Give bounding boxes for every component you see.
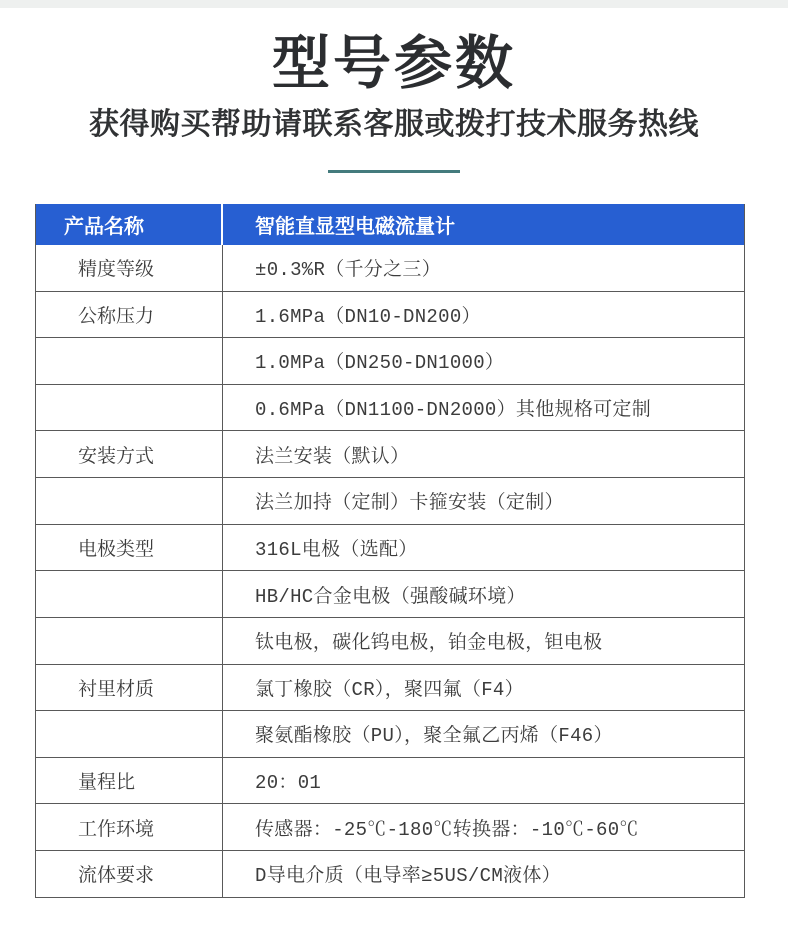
row-value: 法兰加持（定制）卡箍安装（定制） [255,492,564,515]
row-value: 1.6MPa（DN10-DN200） [255,305,481,328]
row-label [36,478,223,524]
row-label [36,711,223,757]
table-header-row [36,204,744,245]
row-label: 精度等级 [36,245,223,291]
table-row [36,338,744,385]
table-row [36,478,744,525]
top-strip [0,0,788,8]
row-value: D导电介质（电导率≥5US/CM液体） [255,865,561,888]
row-value: 聚氨酯橡胶（PU），聚全氟乙丙烯（F46） [255,725,613,748]
page-title: 型号参数 [271,31,516,96]
row-label: 公称压力 [36,292,223,338]
table-row [36,571,744,618]
row-value: 20：01 [255,772,322,795]
row-value: 传感器：-25℃-180℃转换器：-10℃-60℃ [255,818,639,841]
spec-table [35,204,745,898]
row-value: HB/HC合金电极（强酸碱环境） [255,585,526,608]
accent-divider [328,170,460,173]
row-label: 流体要求 [36,851,223,897]
table-row [36,525,744,572]
table-row [36,758,744,805]
row-label: 电极类型 [36,525,223,571]
table-row [36,618,744,665]
table-row [36,385,744,432]
page-subtitle: 获得购买帮助请联系客服或拨打技术服务热线 [89,107,699,141]
row-label: 工作环境 [36,804,223,850]
row-label: 衬里材质 [36,665,223,711]
table-row [36,665,744,712]
table-row [36,245,744,292]
table-header-product-name: 产品名称 [36,204,223,245]
table-row [36,292,744,339]
row-value: 0.6MPa（DN1100-DN2000）其他规格可定制 [255,399,652,422]
row-value: 钛电极，碳化钨电极，铂金电极，钽电极 [255,632,603,655]
row-value: 氯丁橡胶（CR），聚四氟（F4） [255,678,524,701]
table-row [36,711,744,758]
row-label [36,571,223,617]
row-value: ±0.3%R（千分之三） [255,259,442,282]
row-label [36,385,223,431]
row-label: 量程比 [36,758,223,804]
row-value: 法兰安装（默认） [255,445,410,468]
table-row [36,804,744,851]
row-label [36,338,223,384]
row-label: 安装方式 [36,431,223,477]
table-header-product-value: 智能直显型电磁流量计 [255,215,455,238]
row-label [36,618,223,664]
table-row [36,851,744,898]
row-value: 316L电极（选配） [255,538,418,561]
table-row [36,431,744,478]
row-value: 1.0MPa（DN250-DN1000） [255,352,505,375]
